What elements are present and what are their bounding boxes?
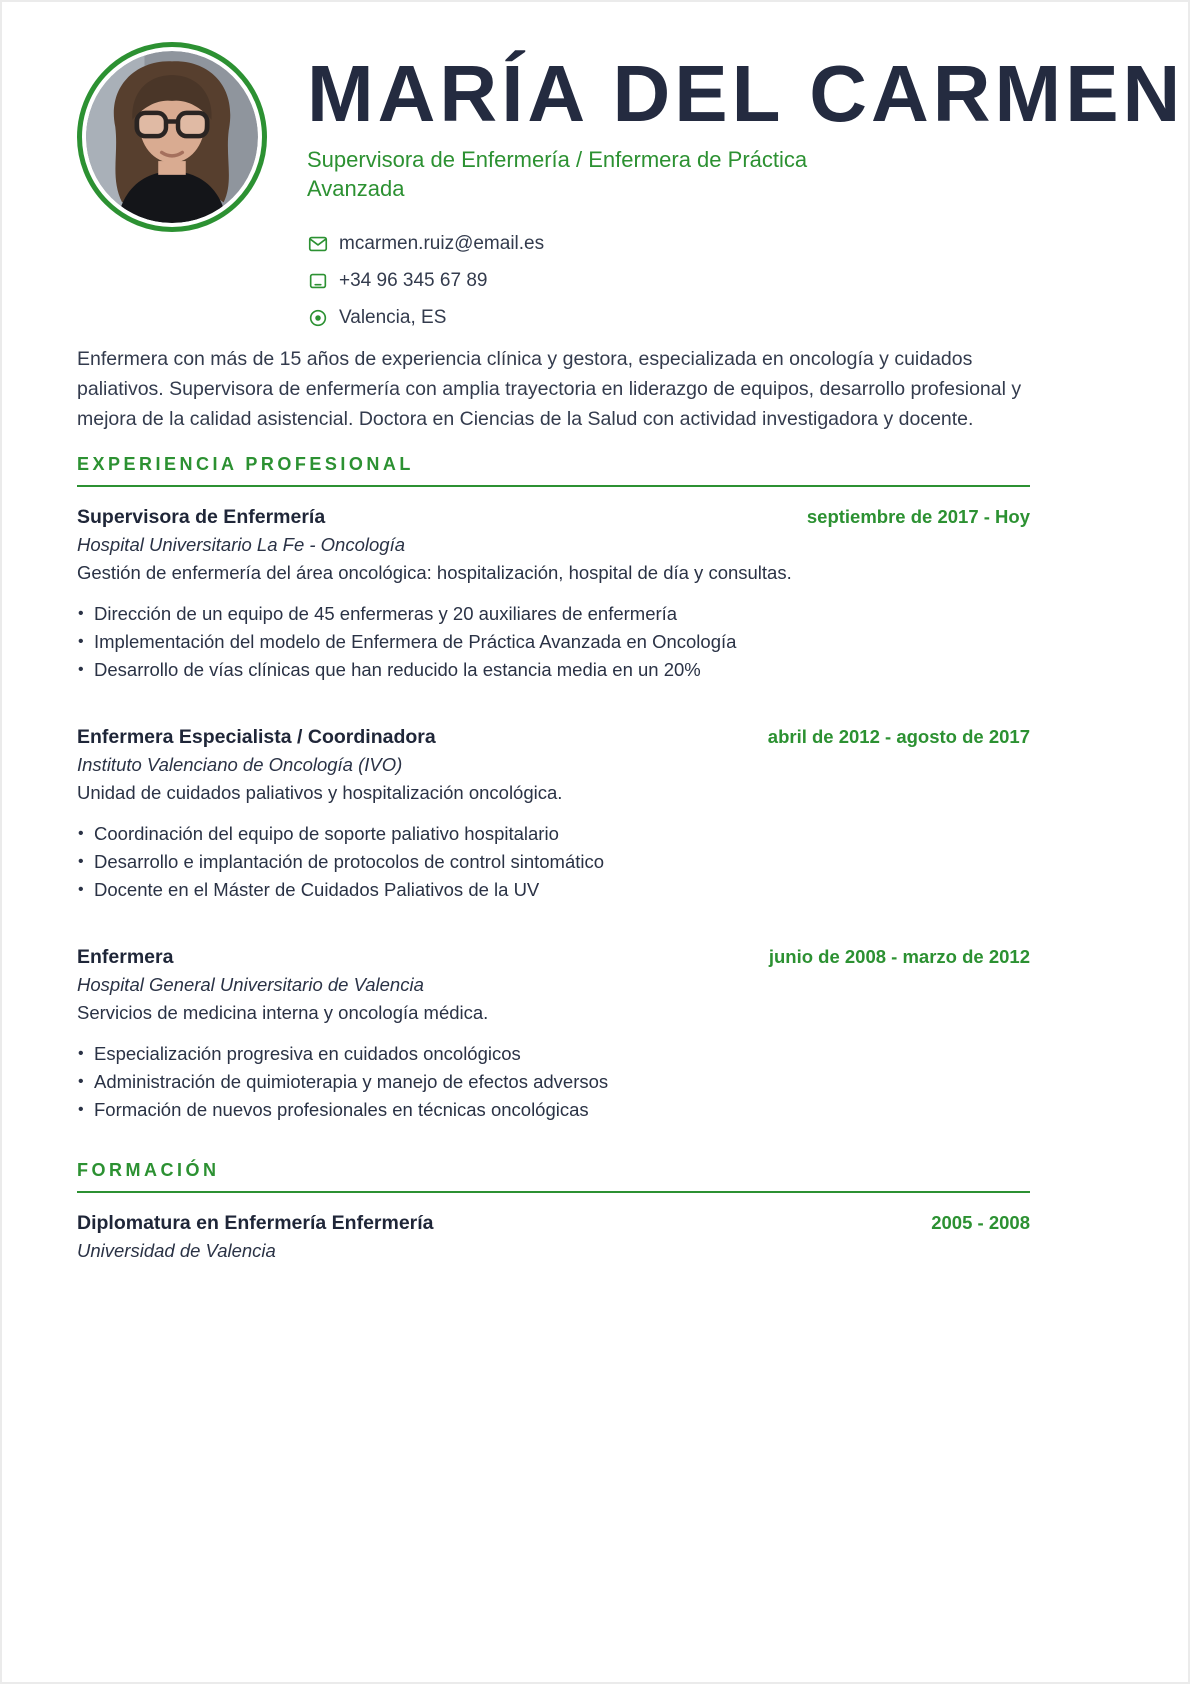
job-entry-head <box>77 506 1030 529</box>
job-bullet: • Desarrollo e implantación de protocolos de control sintomático <box>77 848 1030 876</box>
job-dates: septiembre de 2017 - Hoy <box>806 506 1030 528</box>
job-bullet-list <box>77 1040 1030 1124</box>
job-entry-head <box>77 946 1030 969</box>
job-title: Supervisora de Enfermería <box>77 506 326 529</box>
job-company: Hospital General Universitario de Valencia <box>77 974 424 996</box>
resume-header <box>2 2 1188 340</box>
job-title: Enfermera <box>77 946 174 969</box>
job-bullet: • Desarrollo de vías clínicas que han reducido la estancia media en un 20% <box>77 656 1030 684</box>
job-bullet: • Formación de nuevos profesionales en técnicas oncológicas <box>77 1096 1030 1124</box>
education-dates: 2005 - 2008 <box>931 1212 1030 1234</box>
education-section <box>2 1160 1188 1262</box>
email-icon <box>307 233 329 255</box>
section-divider <box>77 485 1030 487</box>
contact-location-value: Valencia, ES <box>339 306 447 328</box>
job-description: Gestión de enfermería del área oncológica: hospitalización, hospital de día y consultas. <box>77 562 792 584</box>
profile-photo <box>86 51 258 223</box>
job-bullet: • Administración de quimioterapia y manejo de efectos adversos <box>77 1068 1030 1096</box>
education-title: Diplomatura en Enfermería Enfermería <box>77 1212 434 1235</box>
job-entry <box>77 506 1030 684</box>
education-school: Universidad de Valencia <box>77 1240 276 1262</box>
education-heading: FORMACIÓN <box>77 1160 220 1181</box>
job-company: Hospital Universitario La Fe - Oncología <box>77 534 406 556</box>
job-bullet: • Dirección de un equipo de 45 enfermeras y 20 auxiliares de enfermería <box>77 600 1030 628</box>
phone-icon <box>307 270 329 292</box>
contact-location <box>307 303 1188 332</box>
job-bullet: • Coordinación del equipo de soporte paliativo hospitalario <box>77 820 1030 848</box>
job-bullet: • Implementación del modelo de Enfermera de Práctica Avanzada en Oncología <box>77 628 1030 656</box>
job-description: Servicios de medicina interna y oncología médica. <box>77 1002 489 1024</box>
avatar <box>77 42 267 232</box>
job-entry-head <box>77 726 1030 749</box>
contact-phone-value: +34 96 345 67 89 <box>339 269 488 291</box>
experience-heading: EXPERIENCIA PROFESIONAL <box>77 454 414 475</box>
job-bullet-list <box>77 820 1030 904</box>
job-dates: junio de 2008 - marzo de 2012 <box>768 946 1030 968</box>
job-company: Instituto Valenciano de Oncología (IVO) <box>77 754 403 776</box>
job-bullet: • Docente en el Máster de Cuidados Paliativos de la UV <box>77 876 1030 904</box>
professional-title: Supervisora de Enfermería / Enfermera de Práctica Avanzada <box>307 147 808 202</box>
education-entry-head <box>77 1212 1030 1235</box>
job-bullet-list <box>77 600 1030 684</box>
contact-phone <box>307 266 1188 295</box>
contact-email-value: mcarmen.ruiz@email.es <box>339 232 545 254</box>
education-entry <box>77 1212 1030 1262</box>
contact-list <box>307 229 1188 332</box>
contact-email <box>307 229 1188 258</box>
experience-section <box>2 454 1188 1124</box>
job-dates: abril de 2012 - agosto de 2017 <box>767 726 1030 748</box>
job-entry <box>77 946 1030 1124</box>
section-divider <box>77 1191 1030 1193</box>
job-description: Unidad de cuidados paliativos y hospitalización oncológica. <box>77 782 563 804</box>
header-text-block <box>307 42 1188 340</box>
location-icon <box>307 307 329 329</box>
page-title: MARÍA DEL CARMEN <box>307 49 1185 138</box>
job-bullet: • Especialización progresiva en cuidados oncológicos <box>77 1040 1030 1068</box>
summary-paragraph: Enfermera con más de 15 años de experiencia clínica y gestora, especializada en oncología y cuidados paliativos. Supervisora de enfermería con amplia trayectoria en liderazgo de equipos, desarrollo profesional y mejora de la calidad asistencial. Doctora en Ciencias de la Salud con actividad investigadora y docente. <box>77 348 1022 431</box>
job-entry <box>77 726 1030 904</box>
job-title: Enfermera Especialista / Coordinadora <box>77 726 436 749</box>
